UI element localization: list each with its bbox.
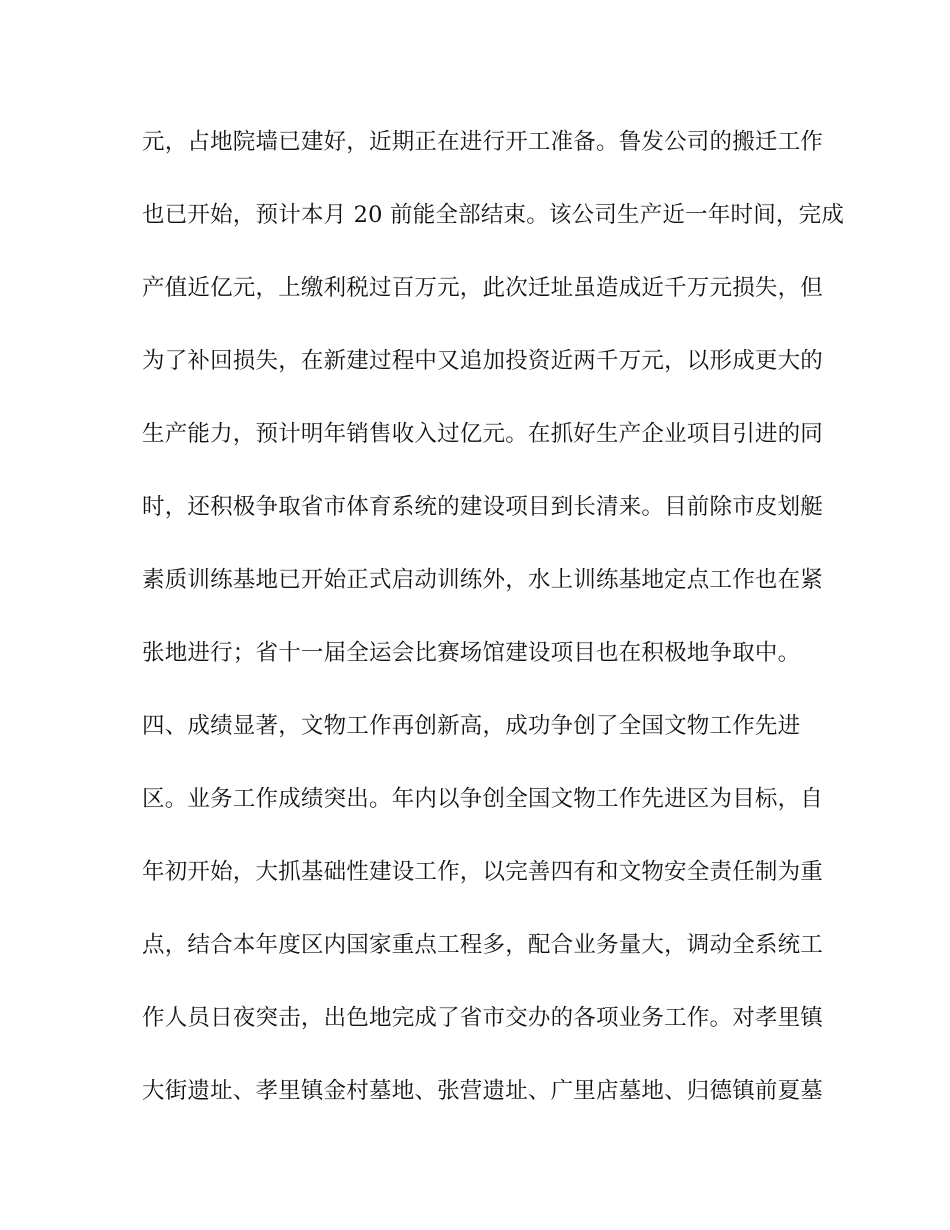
text-line: 区。业务工作成绩突出。年内以争创全国文物工作先进区为目标，自 bbox=[142, 786, 824, 812]
text-line: 素质训练基地已开始正式启动训练外，水上训练基地定点工作也在紧 bbox=[142, 567, 824, 593]
text-line: 生产能力，预计明年销售收入过亿元。在抓好生产企业项目引进的同 bbox=[142, 421, 824, 447]
text-line: 作人员日夜突击，出色地完成了省市交办的各项业务工作。对孝里镇 bbox=[142, 1005, 824, 1031]
text-line: 年初开始，大抓基础性建设工作，以完善四有和文物安全责任制为重 bbox=[142, 859, 824, 885]
text-line: 产值近亿元，上缴利税过百万元，此次迁址虽造成近千万元损失，但 bbox=[142, 275, 824, 301]
text-line: 为了补回损失，在新建过程中又追加投资近两千万元，以形成更大的 bbox=[142, 348, 824, 374]
text-line: 张地进行；省十一届全运会比赛场馆建设项目也在积极地争取中。 bbox=[142, 640, 801, 666]
text-line: 大街遗址、孝里镇金村墓地、张营遗址、广里店墓地、归德镇前夏墓 bbox=[142, 1078, 824, 1104]
section-heading-line: 四、成绩显著，文物工作再创新高，成功争创了全国文物工作先进 bbox=[142, 713, 801, 739]
text-line: 也已开始，预计本月 20 前能全部结束。该公司生产近一年时间，完成 bbox=[142, 202, 845, 228]
body-text bbox=[142, 122, 845, 1144]
text-line: 点，结合本年度区内国家重点工程多，配合业务量大，调动全系统工 bbox=[142, 932, 824, 958]
text-line: 元，占地院墙已建好，近期正在进行开工准备。鲁发公司的搬迁工作 bbox=[142, 129, 824, 155]
text-line: 时，还积极争取省市体育系统的建设项目到长清来。目前除市皮划艇 bbox=[142, 494, 824, 520]
